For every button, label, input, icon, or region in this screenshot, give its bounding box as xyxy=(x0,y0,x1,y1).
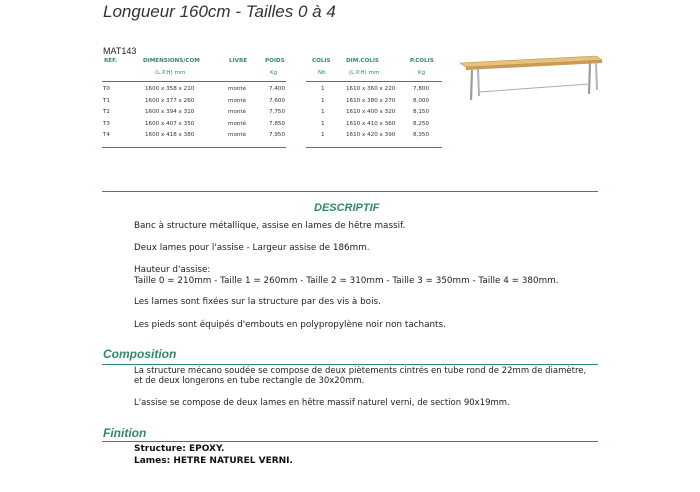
cell-dim-colis: 1610 x 410 x 360 xyxy=(346,120,396,127)
descriptif-paragraph: Deux lames pour l'assise - Largeur assise de 186mm. xyxy=(134,243,370,253)
composition-line: L'assise se compose de deux lames en hêtre massif naturel verni, de section 90x19mm. xyxy=(134,398,510,408)
cell-colis: 1 xyxy=(321,97,325,104)
cell-dimensions: 1600 x 358 x 210 xyxy=(145,86,195,92)
col-header-dim-colis: DIM.COLIS xyxy=(346,58,379,64)
finition-line: Lames: HETRE NATUREL VERNI. xyxy=(134,456,293,466)
descriptif-paragraph: Les pieds sont équipés d'embouts en polypropylène noir non tachants. xyxy=(134,320,446,330)
cell-dim-colis: 1610 x 380 x 270 xyxy=(346,97,396,104)
cell-p-colis: 7,800 xyxy=(413,86,430,92)
cell-dimensions: 1600 x 407 x 350 xyxy=(145,120,195,127)
cell-colis: 1 xyxy=(321,86,325,92)
cell-ref: T0 xyxy=(103,86,110,92)
table-rule-right-bottom xyxy=(306,147,442,148)
section-divider xyxy=(102,191,598,192)
col-header-colis: COLIS xyxy=(312,58,331,64)
finition-title: Finition xyxy=(103,426,147,440)
cell-p-colis: 8,350 xyxy=(413,132,430,139)
descriptif-paragraph: Taille 0 = 210mm - Taille 1 = 260mm - Taille 2 = 310mm - Taille 3 = 350mm - Taille 4 = 380mm. xyxy=(134,276,559,286)
cell-p-colis: 8,000 xyxy=(413,97,430,104)
col-header-ref: REF. xyxy=(104,58,118,64)
cell-livre: monté xyxy=(228,132,247,139)
cell-poids: 7,950 xyxy=(269,132,286,139)
unit-colis: Nb xyxy=(318,70,326,76)
cell-livre: monté xyxy=(228,109,247,116)
unit-poids: Kg xyxy=(270,70,278,76)
cell-ref: T1 xyxy=(103,97,110,104)
cell-livre: monté xyxy=(228,86,247,92)
finition-line: Structure: EPOXY. xyxy=(134,444,225,454)
col-header-p-colis: P.COLIS xyxy=(410,58,434,64)
table-rule-right xyxy=(306,81,442,82)
cell-dim-colis: 1610 x 400 x 320 xyxy=(346,109,396,116)
finition-rule xyxy=(102,441,598,442)
cell-ref: T4 xyxy=(103,132,110,139)
page-title: Longueur 160cm - Tailles 0 à 4 xyxy=(103,2,336,21)
cell-poids: 7,850 xyxy=(269,120,286,127)
bench-icon xyxy=(456,54,606,110)
descriptif-title: DESCRIPTIF xyxy=(314,202,380,214)
table-rule-left xyxy=(102,81,286,82)
cell-poids: 7,750 xyxy=(269,109,286,116)
descriptif-paragraph: Hauteur d'assise: xyxy=(134,265,211,275)
descriptif-paragraph: Les lames sont fixées sur la structure par des vis à bois. xyxy=(134,297,381,307)
cell-colis: 1 xyxy=(321,109,325,116)
cell-poids: 7,600 xyxy=(269,97,286,104)
cell-colis: 1 xyxy=(321,120,325,127)
cell-dimensions: 1600 x 394 x 310 xyxy=(145,109,195,116)
cell-dimensions: 1600 x 377 x 260 xyxy=(145,97,195,104)
cell-poids: 7,400 xyxy=(269,86,286,92)
cell-dim-colis: 1610 x 360 x 220 xyxy=(346,86,396,92)
cell-ref: T2 xyxy=(103,109,110,116)
col-header-poids: POIDS xyxy=(265,58,285,64)
cell-livre: monté xyxy=(228,97,247,104)
composition-line: La structure mécano soudée se compose de deux piètements cintrés en tube rond de 22mm de diamètre, xyxy=(134,366,587,376)
table-rule-left-bottom xyxy=(102,147,286,148)
cell-ref: T3 xyxy=(103,120,110,127)
unit-dim-colis: (L.P.H) mm xyxy=(349,70,380,76)
unit-p-colis: Kg xyxy=(418,70,426,76)
composition-line: et de deux longerons en tube rectangle de 30x20mm. xyxy=(134,376,365,386)
cell-p-colis: 8,250 xyxy=(413,120,430,127)
composition-rule xyxy=(102,364,598,365)
descriptif-paragraph: Banc à structure métallique, assise en lames de hêtre massif. xyxy=(134,221,406,231)
col-header-livre: LIVRE xyxy=(229,58,248,64)
composition-title: Composition xyxy=(103,347,177,361)
cell-colis: 1 xyxy=(321,132,325,139)
unit-dimensions: (L.P.H) mm xyxy=(155,70,186,76)
cell-p-colis: 8,150 xyxy=(413,109,430,116)
product-reference: MAT143 xyxy=(103,46,137,56)
col-header-dimensions: DIMENSIONS/COM xyxy=(143,58,200,64)
cell-livre: monté xyxy=(228,120,247,127)
cell-dimensions: 1600 x 418 x 380 xyxy=(145,132,195,139)
cell-dim-colis: 1610 x 420 x 390 xyxy=(346,132,396,139)
